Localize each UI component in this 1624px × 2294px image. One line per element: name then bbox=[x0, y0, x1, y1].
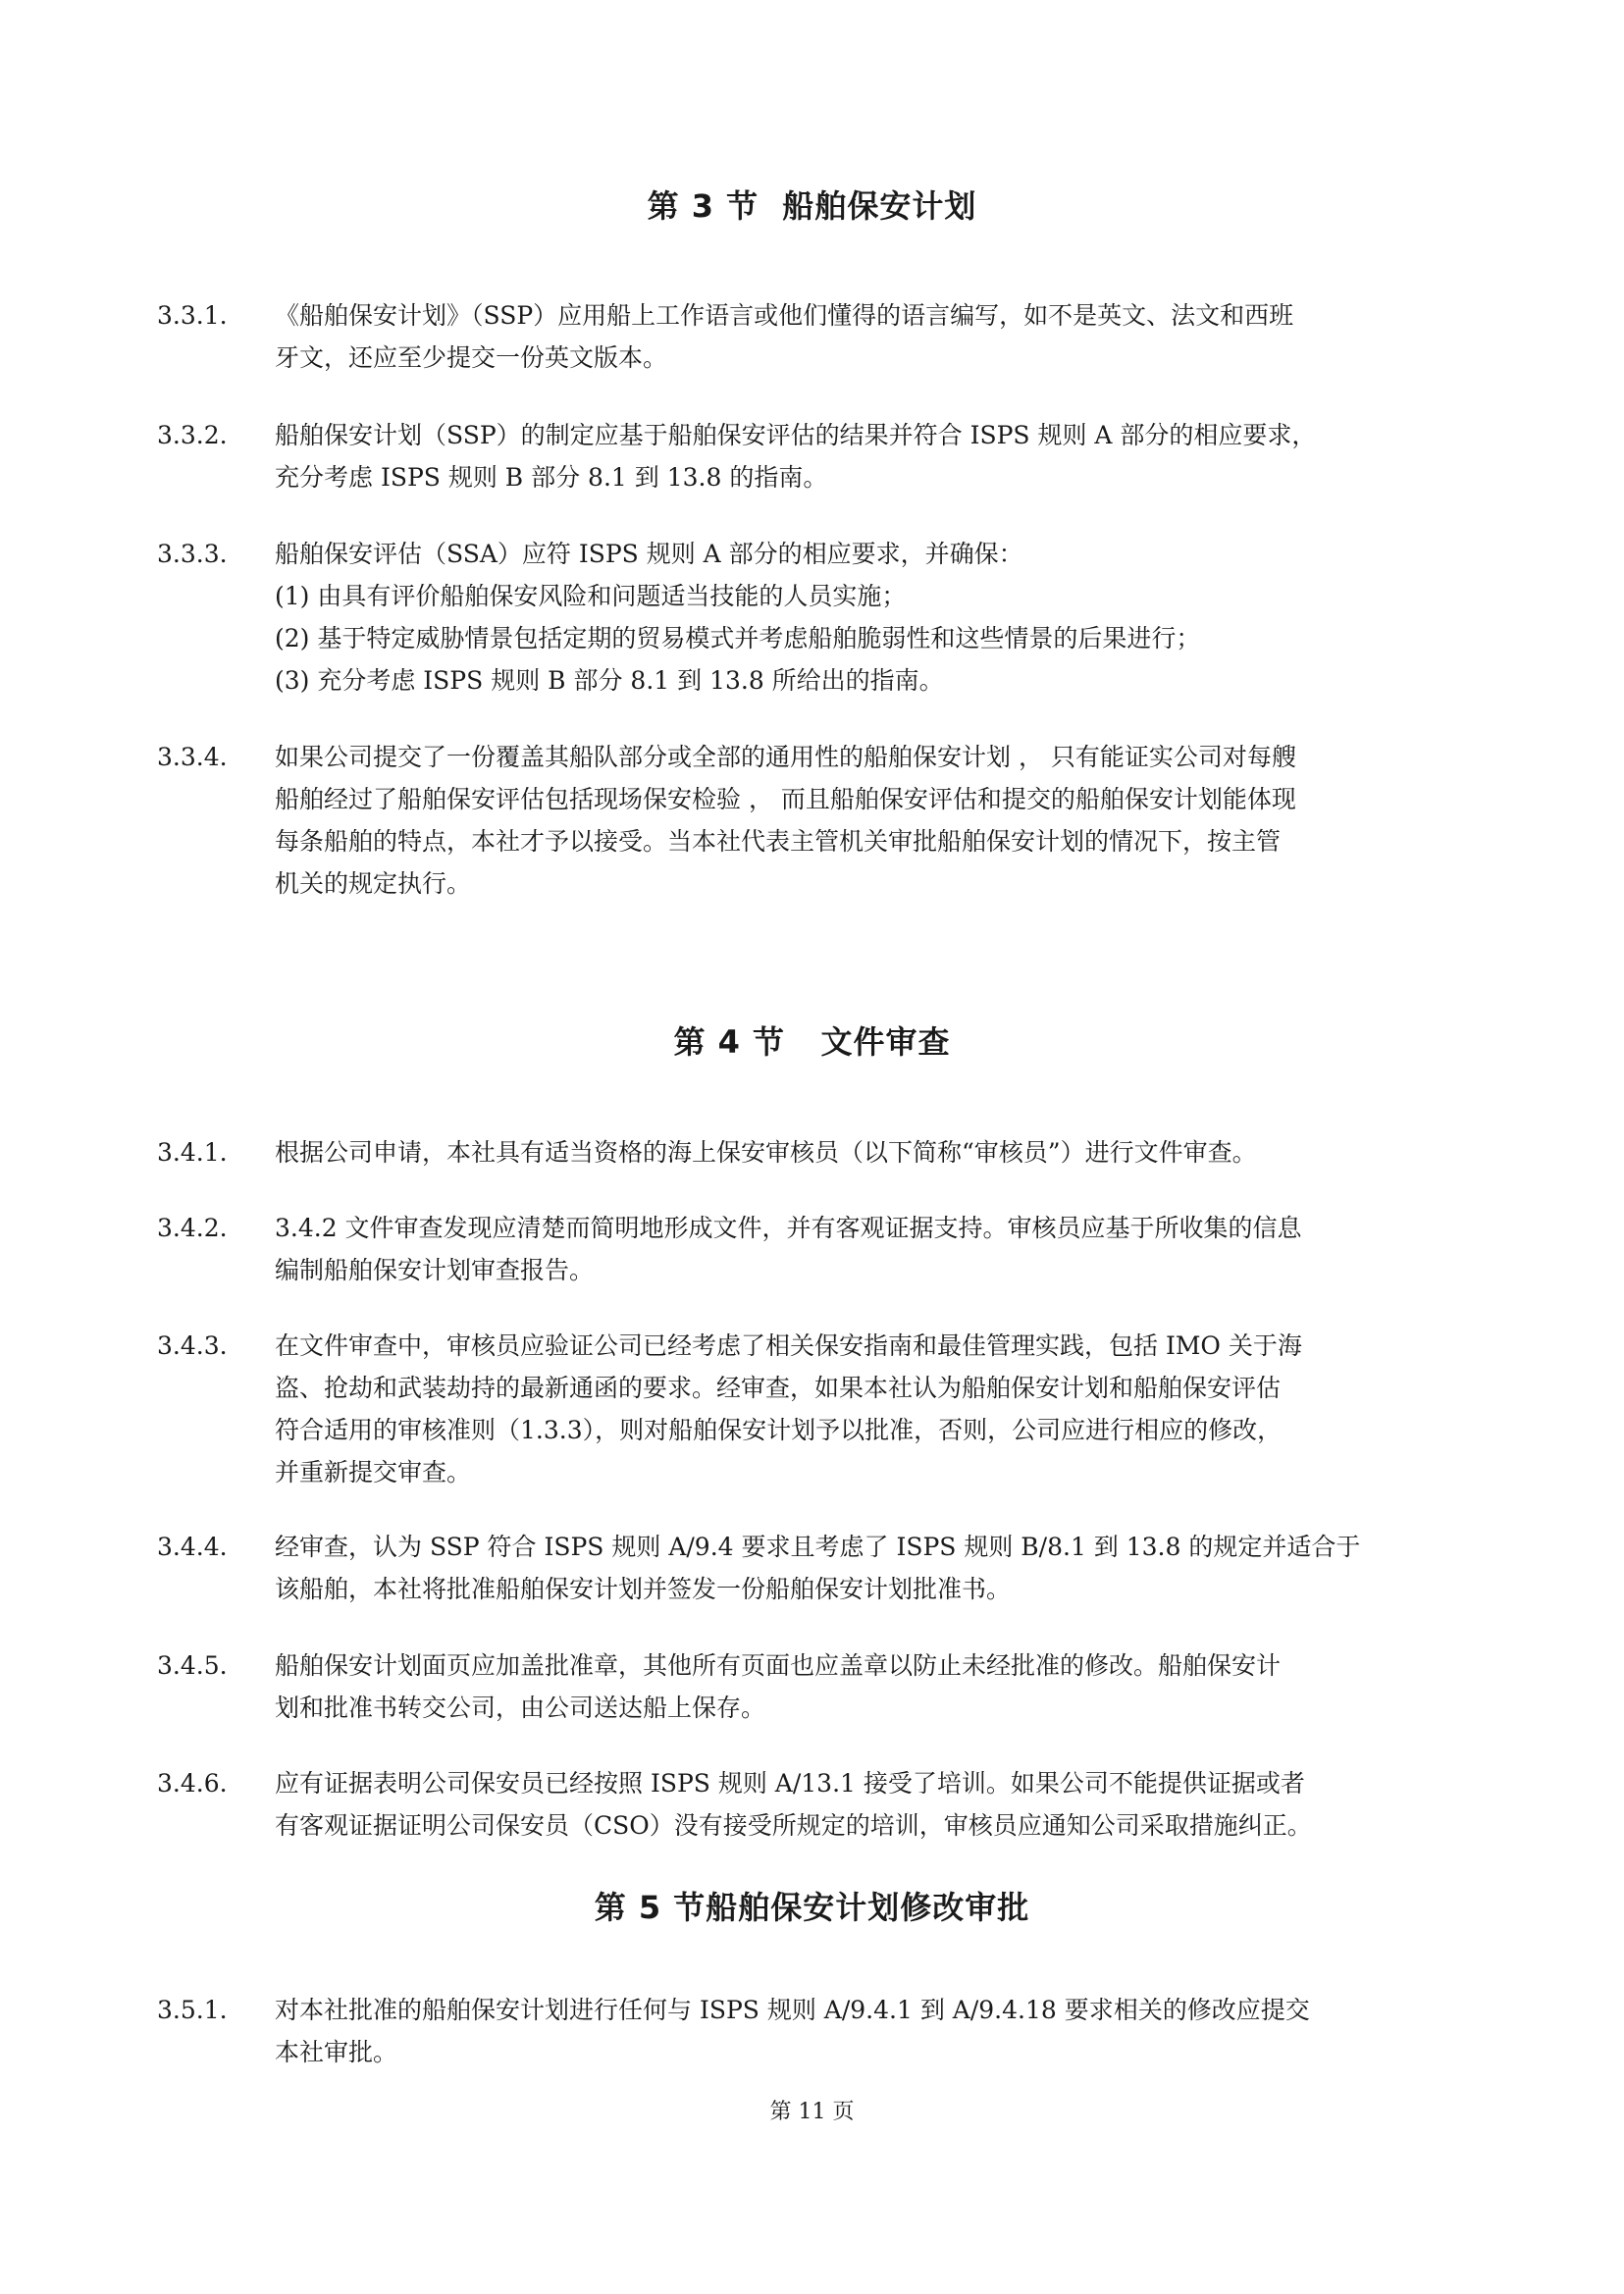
clause-3-3-1 bbox=[157, 294, 1492, 379]
clause-line: 船舶保安计划面页应加盖批准章，其他所有页面也应盖章以防止未经批准的修改。船舶保安计 bbox=[275, 1651, 1282, 1680]
clause-line: 并重新提交审查。 bbox=[275, 1458, 472, 1486]
clause-3-4-6 bbox=[157, 1762, 1492, 1847]
clause-line: 编制船舶保安计划审查报告。 bbox=[275, 1256, 595, 1284]
clause-number: 3.3.3. bbox=[157, 540, 228, 568]
clause-body bbox=[275, 1644, 1487, 1729]
clause-line: 3.4.2 文件审查发现应清楚而简明地形成文件，并有客观证据支持。审核员应基于所收集的信息 bbox=[275, 1214, 1302, 1242]
clause-line: 机关的规定执行。 bbox=[275, 869, 472, 898]
clause-3-3-3 bbox=[157, 533, 1492, 702]
clause-body bbox=[275, 1526, 1487, 1610]
clause-body bbox=[275, 1325, 1487, 1493]
clause-line: 符合适用的审核准则（1.3.3），则对船舶保安计划予以批准，否则，公司应进行相应的修改， bbox=[275, 1416, 1283, 1444]
clause-body bbox=[275, 1131, 1487, 1173]
section-4-heading: 第 4 节 文件审查 bbox=[673, 1023, 951, 1061]
clause-body bbox=[275, 533, 1487, 702]
clause-line: 根据公司申请，本社具有适当资格的海上保安审核员（以下简称“审核员”）进行文件审查。 bbox=[275, 1138, 1257, 1167]
clause-body bbox=[275, 414, 1487, 498]
clause-number: 3.4.4. bbox=[157, 1533, 228, 1561]
clause-line: 船舶经过了船舶保安评估包括现场保安检验 ， 而且船舶保安评估和提交的船舶保安计划能体现 bbox=[275, 785, 1296, 813]
clause-body bbox=[275, 294, 1487, 379]
page-number: 第 11 页 bbox=[769, 2100, 855, 2124]
clause-3-5-1 bbox=[157, 1989, 1492, 2073]
clause-number: 3.4.5. bbox=[157, 1651, 228, 1680]
clause-line: 对本社批准的船舶保安计划进行任何与 ISPS 规则 A/9.4.1 到 A/9.4.18 要求相关的修改应提交 bbox=[275, 1996, 1310, 2024]
clause-line: 应有证据表明公司保安员已经按照 ISPS 规则 A/13.1 接受了培训。如果公司不能提供证据或者 bbox=[275, 1769, 1305, 1798]
clause-3-4-3 bbox=[157, 1325, 1492, 1493]
section-3-heading: 第 3 节 船舶保安计划 bbox=[647, 187, 977, 225]
clause-line: 经审查，认为 SSP 符合 ISPS 规则 A/9.4 要求且考虑了 ISPS 规则 B/8.1 到 13.8 的规定并适合于 bbox=[275, 1533, 1361, 1561]
clause-line: 如果公司提交了一份覆盖其船队部分或全部的通用性的船舶保安计划 ， 只有能证实公司对每艘 bbox=[275, 743, 1296, 771]
clause-body bbox=[275, 736, 1487, 905]
clause-3-3-2 bbox=[157, 414, 1492, 498]
clause-number: 3.4.6. bbox=[157, 1769, 228, 1798]
clause-number: 3.3.1. bbox=[157, 301, 228, 330]
clause-number: 3.4.2. bbox=[157, 1214, 228, 1242]
clause-3-4-1 bbox=[157, 1131, 1492, 1173]
clause-number: 3.3.4. bbox=[157, 743, 228, 771]
clause-body bbox=[275, 1762, 1487, 1847]
clause-3-4-5 bbox=[157, 1644, 1492, 1729]
clause-line: 在文件审查中，审核员应验证公司已经考虑了相关保安指南和最佳管理实践，包括 IMO 关于海 bbox=[275, 1331, 1302, 1360]
clause-3-4-2 bbox=[157, 1207, 1492, 1291]
clause-line: 每条船舶的特点，本社才予以接受。当本社代表主管机关审批船舶保安计划的情况下，按主管 bbox=[275, 827, 1282, 856]
clause-line: 充分考虑 ISPS 规则 B 部分 8.1 到 13.8 的指南。 bbox=[275, 463, 828, 492]
clause-line: 牙文，还应至少提交一份英文版本。 bbox=[275, 343, 668, 372]
clause-list-item: (3) 充分考虑 ISPS 规则 B 部分 8.1 到 13.8 所给出的指南。 bbox=[275, 666, 944, 695]
clause-number: 3.3.2. bbox=[157, 421, 228, 449]
clause-line: 该船舶，本社将批准船舶保安计划并签发一份船舶保安计划批准书。 bbox=[275, 1575, 1012, 1603]
clause-line: 有客观证据证明公司保安员（CSO）没有接受所规定的培训，审核员应通知公司采取措施纠正。 bbox=[275, 1811, 1312, 1840]
clause-body bbox=[275, 1989, 1487, 2073]
clause-line: 船舶保安计划（SSP）的制定应基于船舶保安评估的结果并符合 ISPS 规则 A 部分的相应要求， bbox=[275, 421, 1317, 449]
clause-line: 划和批准书转交公司，由公司送达船上保存。 bbox=[275, 1694, 766, 1722]
clause-line: 船舶保安评估（SSA）应符 ISPS 规则 A 部分的相应要求，并确保： bbox=[275, 540, 1023, 568]
clause-body bbox=[275, 1207, 1487, 1291]
clause-list-item: (2) 基于特定威胁情景包括定期的贸易模式并考虑船舶脆弱性和这些情景的后果进行； bbox=[275, 624, 1201, 652]
clause-number: 3.4.1. bbox=[157, 1138, 228, 1167]
clause-3-3-4 bbox=[157, 736, 1492, 905]
section-5-heading: 第 5 节船舶保安计划修改审批 bbox=[594, 1889, 1030, 1926]
clause-3-4-4 bbox=[157, 1526, 1492, 1610]
clause-line: 本社审批。 bbox=[275, 2038, 398, 2066]
clause-line: 《船舶保安计划》（SSP）应用船上工作语言或他们懂得的语言编写，如不是英文、法文和西班 bbox=[275, 301, 1294, 330]
clause-number: 3.5.1. bbox=[157, 1996, 228, 2024]
clause-line: 盗、抢劫和武装劫持的最新通函的要求。经审查，如果本社认为船舶保安计划和船舶保安评估 bbox=[275, 1374, 1282, 1402]
clause-number: 3.4.3. bbox=[157, 1331, 228, 1360]
clause-list-item: (1) 由具有评价船舶保安风险和问题适当技能的人员实施； bbox=[275, 582, 907, 610]
